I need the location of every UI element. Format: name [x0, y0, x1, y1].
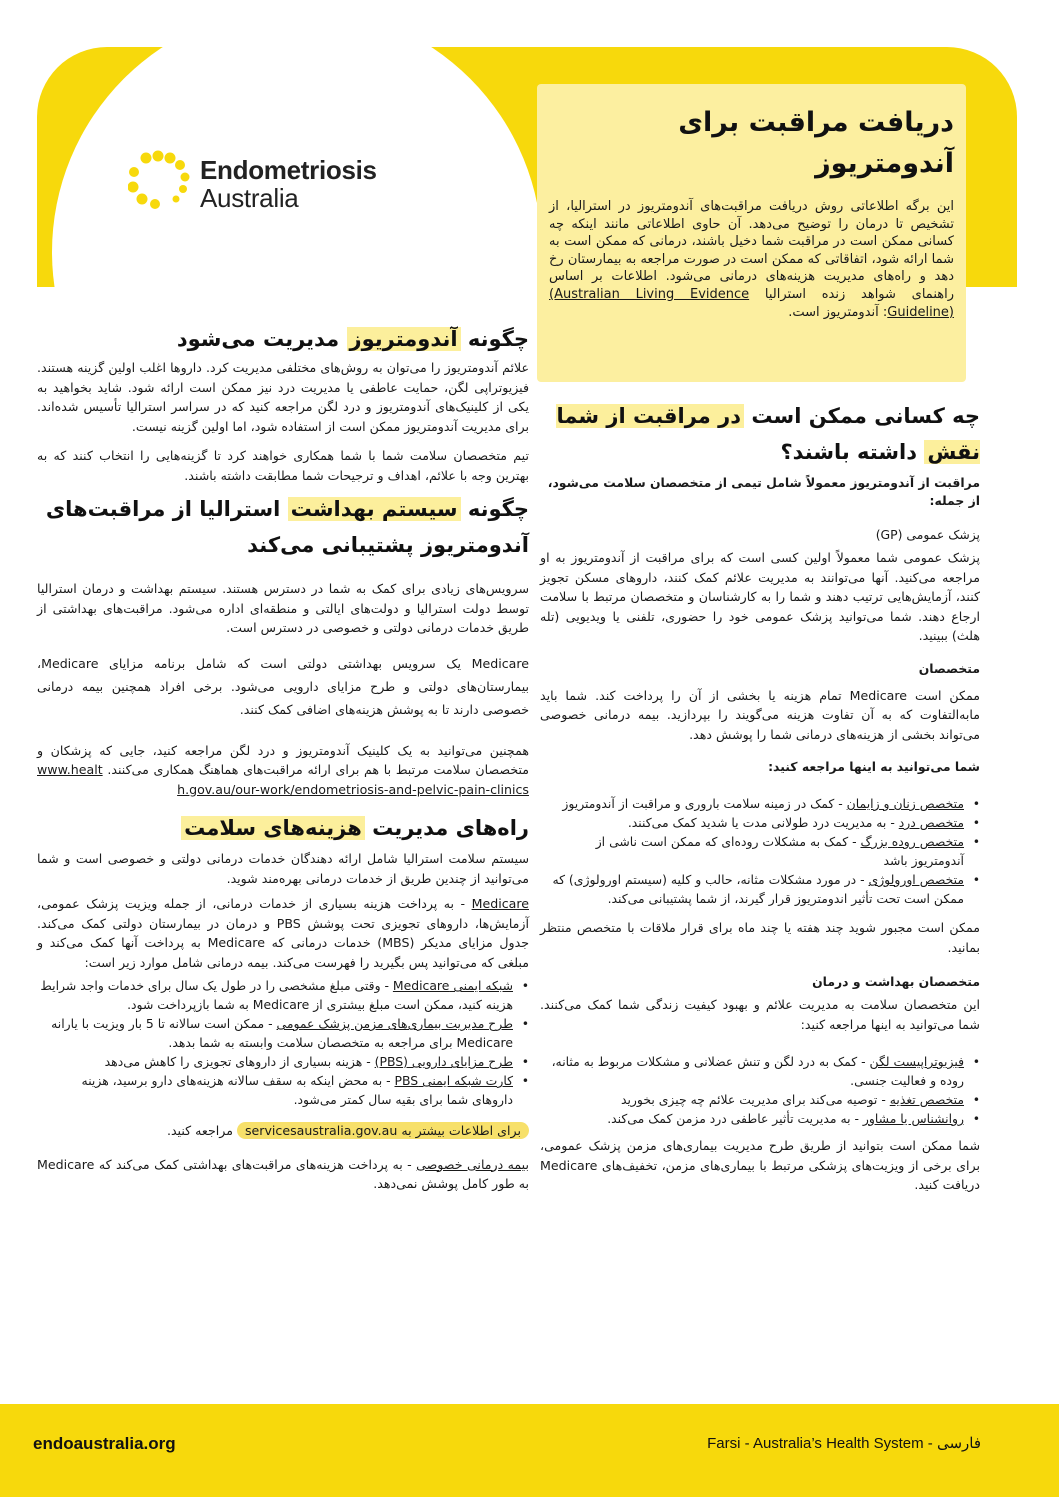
services-australia-link[interactable]: servicesaustralia.gov.au — [244, 1123, 398, 1138]
list-item: • متخصص روده بزرگ - کمک به مشکلات روده‌ای که ممکن است ناشی از آندومتریوز باشد — [540, 832, 980, 870]
list-item: • کارت شبکه ایمنی PBS - به محض اینکه به سقف سالانه هزینه‌های دارو برسید، هزینه داروهای شما برای بقیه سال کمتر می‌شود. — [37, 1071, 529, 1109]
footer-language-label: Farsi - Australia’s Health System - فارسی — [707, 1435, 981, 1452]
guideline-link[interactable]: (Australian Living Evidence Guideline) — [549, 286, 954, 320]
allied-list — [540, 1052, 980, 1128]
system-paragraph-2: Medicare یک سرویس بهداشتی دولتی است که شامل برنامه مزایای Medicare، بیمارستان‌های دولتی و طرح مزایای دارویی می‌شود. برخی افراد همچنین بیمه درمانی خصوصی دارند تا به پوشش هزینه‌های اضافی کمک کنند. — [37, 655, 529, 717]
left-column — [37, 322, 529, 1194]
wait-paragraph: ممکن است مجبور شوید چند هفته یا چند ماه برای قرار ملاقات با متخصص منتظر بمانید. — [540, 920, 980, 955]
care-team-lead: مراقبت از آندومتریوز معمولاً شامل تیمی از متخصصان سلامت می‌شود، از جمله: — [547, 475, 980, 508]
gp-body: پزشک عمومی شما معمولاً اولین کسی است که برای مراقبت از آندومتریوز به او مراجعه می‌کنید. آنها می‌توانند به مدیریت علائم کمک کنند، داروهای مسکن تجویز کنند، آزمایش‌هایی ترتیب دهند و شما را به کارشناسان و متخصصان مرتبط با سلامت ارجاع دهند. شما می‌توانید پزشک عمومی خود را حضوری، تلفنی یا ویدیویی (تله هلث) ببینید. — [540, 550, 980, 643]
heading-health-system: چگونه سیستم بهداشت استرالیا از مراقبت‌های آندومتریوز پشتیبانی می‌کند — [45, 497, 529, 557]
costs-paragraph-1: سیستم سلامت استرالیا شامل ارائه دهندگان خدمات درمانی دولتی و خصوصی است و شما می‌توانید از چندین طریق از خدمات درمانی بهره‌مند شوید. — [37, 851, 529, 886]
list-item: • طرح مدیریت بیماری‌های مزمن پزشک عمومی - ممکن است سالانه تا 5 بار ویزیت با یارانه Medicare برای مراجعه به متخصصان سلامت وابسته به شما بدهد. — [37, 1014, 529, 1052]
allied-title: متخصصان بهداشت و درمان — [812, 974, 980, 989]
intro-body: این برگه اطلاعاتی روش دریافت مراقبت‌های آندومتریوز در استرالیا، از تشخیص تا درمان را توضیح می‌دهد. آن حاوی اطلاعاتی مانند اینکه چه کسانی ممکن است در مراقبت شما دخیل باشند، درمانی که ممکن است به شما ارائه شود، اتفاقاتی که ممکن است در صورت مراجعه به بیمارستان رخ دهد و راه‌های مدیریت هزینه‌های درمانی می‌شود. اطلاعات بر اساس راهنمای شواهد زنده استرالیا — [549, 199, 954, 302]
heading-how-managed: چگونه آندومتریوز مدیریت می‌شود — [176, 327, 529, 351]
footer-band — [0, 1404, 1059, 1497]
logo-dots-icon — [128, 150, 190, 210]
private-insurance-paragraph: بیمه درمانی خصوصی - به پرداخت هزینه‌های مراقبت‌های بهداشتی کمک می‌کند که Medicare به طور کامل پوشش نمی‌دهد. — [37, 1156, 529, 1191]
list-item: • شبکه ایمنی Medicare - وقتی مبلغ مشخصی را در طول یک سال برای خدمات واجد شرایط هزینه کنید، ممکن است مبلغ بیشتری از Medicare به شما بازپرداخت شود. — [37, 976, 529, 1014]
more-info-line: برای اطلاعات بیشتر به servicesaustralia.gov.au مراجعه کنید. — [37, 1121, 529, 1141]
costs-paragraph-2: Medicare - به پرداخت هزینه بسیاری از خدمات درمانی، از جمله ویزیت پزشک عمومی، آزمایش‌ها، داروهای تجویزی تحت پوشش PBS و درمان در بیمارستان دولتی کمک می‌کند. جدول مزایای مدیکر (MBS) خدمات درمانی که Medicare به پرداخت آنها کمک می‌کند و مبلغی که می‌توانید پس بگیرید را فهرست می‌کند. بیمه درمانی شامل موارد زیر است: — [37, 896, 529, 970]
medicare-list — [37, 976, 529, 1109]
medicare-link[interactable]: Medicare — [471, 896, 529, 911]
list-item: • متخصص درد - به مدیریت درد طولانی مدت یا شدید کمک می‌کنند. — [540, 813, 980, 832]
clinics-link[interactable]: www.health.gov.au/our-work/endometriosis-and-pelvic-pain-clinics — [37, 762, 529, 797]
closing-paragraph: شما ممکن است بتوانید از طریق طرح مدیریت بیماری‌های مزمن پزشک عمومی، برای برخی از ویزیت‌های پزشکی مرتبط با بیماری‌های مزمن، تخفیف‌های Medicare دریافت کنید. — [540, 1138, 980, 1192]
specialists-title: متخصصان — [918, 660, 980, 676]
intro-tail: : آندومتریوز است. — [788, 304, 888, 320]
footer-site-link[interactable]: endoaustralia.org — [33, 1434, 176, 1453]
page-title: دریافت مراقبت برای آندومتریوز — [678, 107, 954, 179]
heading-care-team: چه کسانی ممکن است در مراقبت از شما نقش داشته باشند؟ — [556, 404, 980, 464]
gp-title: پزشک عمومی (GP) — [875, 527, 980, 542]
logo-text-line1: Endometriosis — [200, 155, 377, 185]
manage-paragraph-2: تیم متخصصان سلامت شما با شما همکاری خواهند کرد تا گزینه‌هایی را انتخاب کنند که به بهترین وجه با علائم، اهداف و ترجیحات شما مطابقت داشته باشند. — [37, 448, 529, 483]
specialist-list — [540, 794, 980, 908]
allied-body: این متخصصان سلامت به مدیریت علائم و بهبود کیفیت زندگی شما کمک می‌کنند. شما می‌توانید به اینها مراجعه کنید: — [540, 997, 980, 1032]
system-paragraph-3: همچنین می‌توانید به یک کلینیک آندومتریوز و درد لگن مراجعه کنید، جایی که پزشکان و متخصصان سلامت مرتبط با هم برای ارائه مراقبت‌های هماهنگ همکاری می‌کنند. www.health.gov.au/our-work/endometriosis-and-pelvic-pain-clinics — [37, 742, 529, 797]
intro-paragraph — [549, 198, 954, 321]
system-paragraph-1: سرویس‌های زیادی برای کمک به شما در دسترس هستند. سیستم بهداشت و درمان استرالیا توسط دولت استرالیا و دولت‌های ایالتی و منطقه‌ای اداره می‌شود. مراقبت‌های بهداشتی از طریق خدمات درمانی دولتی و خصوصی در دسترس است. — [37, 581, 529, 635]
manage-paragraph-1: علائم آندومتریوز را می‌توان به روش‌های مختلفی مدیریت کرد. داروها اغلب اولین گزینه هستند. فیزیوتراپی لگن، حمایت عاطفی یا مدیریت درد نیز ممکن است ارائه شود. شاید بخواهید به یکی از کلینیک‌های آندومتریوز و درد لگن مراجعه کنید که در سراسر استرالیا تأسیس شده‌اند. برای مدیریت آندومتریوز ممکن است از استفاده شود، اما اولین گزینه نیست. — [37, 360, 529, 434]
endometriosis-australia-logo — [128, 150, 418, 213]
list-item: • متخصص اورولوژی - در مورد مشکلات مثانه، حالب و کلیه (سیستم اورولوژی) که ممکن است تحت تأثیر اندومتریوز قرار گیرند، از شما پشتیبانی می‌کند. — [540, 870, 980, 908]
right-column — [540, 398, 980, 1195]
intro-box — [537, 84, 966, 382]
list-item: • روانشناس یا مشاور - به مدیریت تأثیر عاطفی درد مزمن کمک می‌کند. — [540, 1109, 980, 1128]
logo-text-line2: Australia — [200, 183, 299, 213]
list-item: • فیزیوتراپیست لگن - کمک به درد لگن و تنش عضلانی و مشکلات مربوط به مثانه، روده و فعالیت جنسی. — [540, 1052, 980, 1090]
specialists-body: ممکن است Medicare تمام هزینه یا بخشی از آن را پرداخت کند. شما باید مابه‌التفاوت که به آن تفاوت هزینه می‌گویند را بپردازید. بیمه درمانی خصوصی می‌تواند بخشی از هزینه‌های درمانی شما را پوشش دهد. — [540, 687, 980, 742]
list-item: • متخصص تغذیه - توصیه می‌کند برای مدیریت علائم چه چیزی بخورید — [540, 1090, 980, 1109]
list-item: • طرح مزایای دارویی (PBS) - هزینه بسیاری از داروهای تجویزی را کاهش می‌دهد — [37, 1052, 529, 1071]
private-insurance-link[interactable]: بیمه درمانی خصوصی — [416, 1156, 529, 1172]
heading-costs: راه‌های مدیریت هزینه‌های سلامت — [37, 811, 529, 845]
list-item: • متخصص زنان و زایمان - کمک در زمینه سلامت باروری و مراقبت از آندومتریوز — [540, 794, 980, 813]
see-title: شما می‌توانید به اینها مراجعه کنید: — [768, 759, 980, 774]
more-info-highlight: برای اطلاعات بیشتر به servicesaustralia.gov.au — [237, 1122, 529, 1139]
